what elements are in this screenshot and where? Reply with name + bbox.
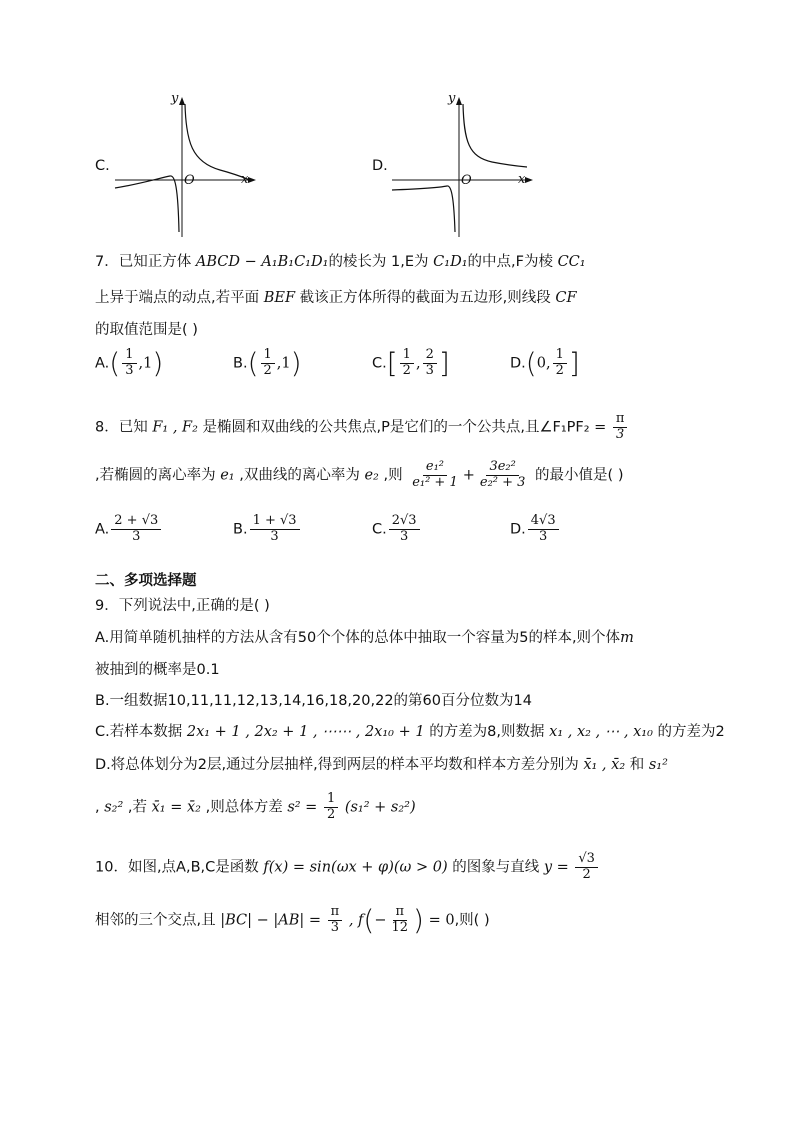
- q10-f: , f: [348, 912, 364, 929]
- fraction-pi-3: $\frac{\pi}{3}$: [328, 905, 343, 936]
- graph-d-y-label: y: [448, 91, 456, 106]
- fraction-pi-12: $\frac{\pi}{12}$: [391, 904, 409, 935]
- q7-text: 的棱长为 1,E为: [328, 254, 429, 270]
- q8-option-a[interactable]: [95, 514, 163, 545]
- q10-text: ,则( ): [454, 912, 490, 929]
- graph-c-origin-label: O: [184, 173, 195, 188]
- q9-data: x₁ , x₂ , ⋯ , x₁₀: [549, 724, 653, 740]
- section-heading: 二、多项选择题: [95, 573, 197, 589]
- q10-text: 的图象与直线: [452, 859, 540, 876]
- q7-plane: BEF: [263, 290, 296, 306]
- q9-option-d-cont: [95, 792, 416, 823]
- q10-line2: 相邻的三个交点,且 |BC| − |AB| = $\frac{\pi}{3}$ , f(− $\frac{\pi}{12}$ ) = 0,则( ): [95, 903, 490, 937]
- q9-variance: s² =: [287, 799, 318, 816]
- q8-text: ,则: [383, 467, 403, 484]
- q7-options: [95, 348, 695, 388]
- q10-y: y =: [543, 859, 569, 876]
- q8-line2: ,若椭圆的离心率为 e₁ ,双曲线的离心率为 e₂ ,则 $\frac{\text{e₁²}}{\text{e₁² + 1}}$ + $\frac{\text{3e₂²}}{\text{e₂² + 3}}$ 的最小值是( ): [95, 459, 624, 490]
- fraction: $\frac{1}{2}$: [553, 348, 567, 379]
- graph-d-plot: [387, 92, 537, 240]
- option-letter: B.: [233, 521, 248, 538]
- q10-function: f(x) = sin(ωx + φ)(ω > 0): [263, 859, 448, 876]
- q9-text: ,: [95, 799, 100, 816]
- q9-condition: x̄₁ = x̄₂: [151, 799, 201, 816]
- q9-option-a-cont: 被抽到的概率是0.1: [95, 662, 220, 678]
- q10-abs: |BC| − |AB| =: [220, 912, 322, 929]
- fraction-sqrt3-2: $\frac{√3}{2}$: [575, 852, 598, 883]
- q10-line1: [95, 852, 600, 883]
- q10-text: 相邻的三个交点,且: [95, 912, 216, 929]
- fraction: $\frac{\text{e₁²}}{\text{e₁² + 1}}$: [412, 459, 458, 490]
- q9-text: C.若样本数据: [95, 724, 183, 740]
- q7-option-b[interactable]: B.( $\frac{1}{2}$ ,1): [233, 346, 302, 380]
- q9-means: x̄₁ , x̄₂: [583, 757, 626, 773]
- q7-line2: [95, 286, 577, 307]
- graph-d-origin-label: O: [461, 173, 472, 188]
- q8-text: 的最小值是( ): [535, 467, 624, 484]
- fraction: $\frac{1}{2}$: [400, 348, 414, 379]
- q7-line1: [95, 250, 586, 271]
- q9-paren: (s₁² + s₂²): [344, 799, 416, 816]
- q7-text: 截该正方体所得的截面为五边形,则线段: [299, 290, 551, 306]
- option-letter: A.: [95, 355, 110, 372]
- q9-option-d[interactable]: [95, 753, 668, 774]
- q9-data: 2x₁ + 1 , 2x₂ + 1 , ⋯⋯ , 2x₁₀ + 1: [186, 724, 425, 740]
- graph-c-y-label: y: [171, 91, 179, 106]
- graph-c: [95, 92, 265, 240]
- q8-number: 8．: [95, 419, 119, 436]
- q10-number: 10．: [95, 859, 128, 876]
- q8-text: 已知: [118, 419, 148, 436]
- q7-option-a[interactable]: A.( $\frac{1}{3}$ ,1): [95, 346, 164, 380]
- q9-text: 和: [629, 757, 645, 773]
- q9-option-a[interactable]: [95, 626, 634, 647]
- q8-options: [95, 514, 695, 554]
- q7-segment: C₁D₁: [433, 254, 468, 270]
- q9-s1: s₁²: [648, 757, 668, 773]
- option-letter: C.: [372, 355, 387, 372]
- fraction: $\frac{2√3}{3}$: [389, 514, 420, 545]
- graph-d-x-label: x: [518, 172, 526, 187]
- q7-option-c[interactable]: C.[ $\frac{1}{2}$ , $\frac{2}{3}$ ]: [372, 346, 450, 380]
- q9-text: D.将总体划分为2层,通过分层抽样,得到两层的样本平均数和样本方差分别为: [95, 757, 579, 773]
- q9-text: A.用简单随机抽样的方法从含有50个个体的总体中抽取一个容量为5的样本,则个体: [95, 630, 621, 646]
- q9-text: 的方差为8,则数据: [429, 724, 545, 740]
- q7-text: 的中点,F为棱: [467, 254, 553, 270]
- q10-text: 如图,点A,B,C是函数: [127, 859, 259, 876]
- q7-cf: CF: [555, 290, 577, 306]
- q10-eq: = 0: [428, 912, 455, 929]
- fraction: $\frac{2 + √3}{3}$: [111, 514, 161, 545]
- q8-e1: e₁: [220, 467, 235, 484]
- q8-option-d[interactable]: [510, 514, 561, 545]
- option-letter: C.: [372, 521, 387, 538]
- fraction-half: $\frac{1}{2}$: [324, 792, 338, 823]
- q9-option-c[interactable]: [95, 720, 725, 741]
- option-label-c: C.: [95, 158, 110, 174]
- fraction: $\frac{1 + √3}{3}$: [250, 514, 300, 545]
- fraction-pi-3: $\frac{\pi}{3}$: [613, 412, 628, 443]
- q7-number: 7．: [95, 254, 119, 270]
- option-letter: A.: [95, 521, 110, 538]
- q7-text: 已知正方体: [118, 254, 192, 270]
- q7-edge: CC₁: [557, 254, 586, 270]
- q9-m: m: [620, 630, 634, 646]
- option-letter: B.: [233, 355, 248, 372]
- q9-option-b[interactable]: B.一组数据10,11,11,12,13,14,16,18,20,22的第60百分位数为14: [95, 693, 532, 709]
- q8-option-b[interactable]: [233, 514, 302, 545]
- q8-text: ,若椭圆的离心率为: [95, 467, 216, 484]
- option-label-d: D.: [372, 158, 388, 174]
- graph-d: [372, 92, 542, 240]
- q8-e2: e₂: [364, 467, 379, 484]
- graph-c-plot: [110, 92, 260, 240]
- q7-text: 上异于端点的动点,若平面: [95, 290, 260, 306]
- fraction: $\frac{1}{3}$: [122, 348, 136, 379]
- option-letter: D.: [510, 521, 526, 538]
- q9-stem: 9．下列说法中,正确的是( ): [95, 598, 270, 614]
- fraction: $\frac{\text{3e₂²}}{\text{e₂² + 3}}$: [479, 459, 526, 490]
- option-letter: D.: [510, 355, 526, 372]
- q7-option-d[interactable]: D.(0, $\frac{1}{2}$ ]: [510, 346, 580, 380]
- q9-text: 的方差为2: [657, 724, 725, 740]
- q8-text: ,双曲线的离心率为: [239, 467, 360, 484]
- q9-text: ,则总体方差: [205, 799, 283, 816]
- fraction: $\frac{2}{3}$: [423, 348, 437, 379]
- q8-option-c[interactable]: [372, 514, 422, 545]
- q7-line3: 的取值范围是( ): [95, 322, 198, 338]
- q7-cube: ABCD − A₁B₁C₁D₁: [195, 254, 329, 270]
- q9-text: ,若: [127, 799, 148, 816]
- q8-foci: F₁ , F₂: [152, 419, 198, 436]
- fraction: $\frac{4√3}{3}$: [528, 514, 559, 545]
- q9-s2: s₂²: [104, 799, 124, 816]
- q8-line1: [95, 412, 629, 443]
- graph-c-x-label: x: [241, 172, 249, 187]
- q8-text: 是椭圆和双曲线的公共焦点,P是它们的一个公共点,且∠F₁PF₂ =: [202, 419, 607, 436]
- fraction: $\frac{1}{2}$: [261, 348, 275, 379]
